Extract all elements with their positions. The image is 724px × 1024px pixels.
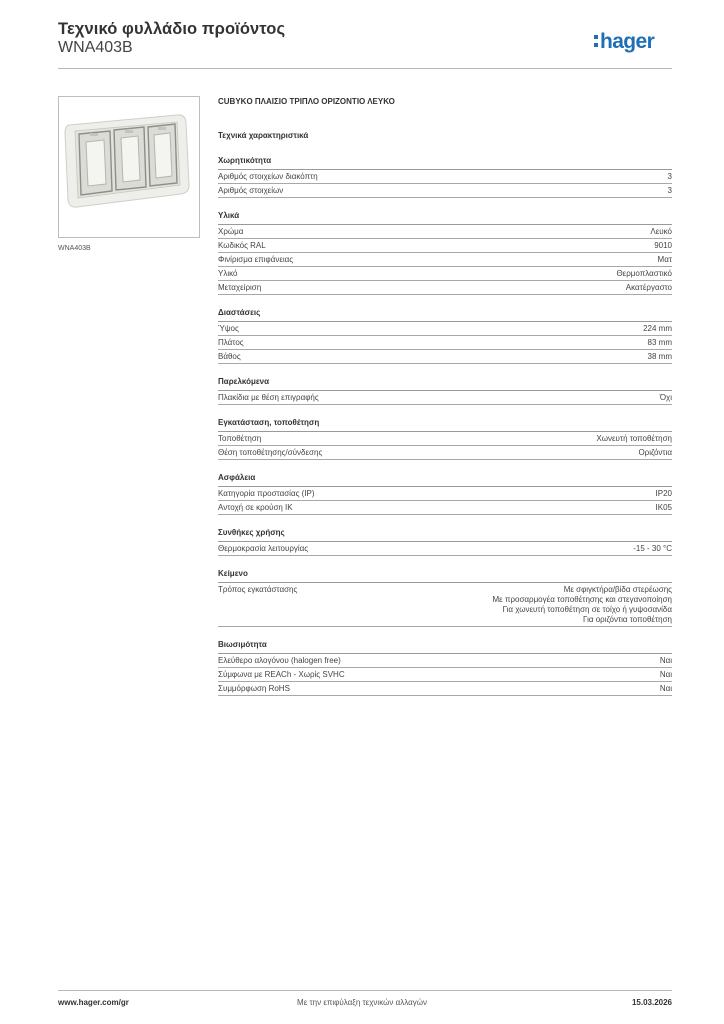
spec-section <box>218 210 672 295</box>
section-title: Εγκατάσταση, τοποθέτηση <box>218 417 672 432</box>
spec-row <box>218 225 672 239</box>
spec-row <box>218 542 672 556</box>
spec-label: Αριθμός στοιχείων διακόπτη <box>218 172 318 181</box>
spec-label: Τρόπος εγκατάστασης <box>218 585 298 594</box>
spec-value-line: Με προσαρμογέα τοποθέτησης και στεγανοποίηση <box>492 595 672 604</box>
spec-label: Αντοχή σε κρούση IK <box>218 503 293 512</box>
section-title: Βιωσιμότητα <box>218 639 672 654</box>
product-image-caption: WNA403B <box>58 245 91 252</box>
spec-row <box>218 391 672 405</box>
spec-value: Χωνευτή τοποθέτηση <box>596 434 672 443</box>
spec-row <box>218 487 672 501</box>
spec-label: Κωδικός RAL <box>218 241 266 250</box>
section-title: Συνθήκες χρήσης <box>218 527 672 542</box>
section-title: Διαστάσεις <box>218 307 672 322</box>
spec-label: Υλικό <box>218 269 238 278</box>
spec-label: Πλακίδια με θέση επιγραφής <box>218 393 319 402</box>
footer-divider <box>58 990 672 991</box>
spec-row <box>218 281 672 295</box>
spec-row <box>218 501 672 515</box>
spec-label: Θέση τοποθέτησης/σύνδεσης <box>218 448 323 457</box>
spec-row <box>218 322 672 336</box>
section-title: Κείμενο <box>218 568 672 583</box>
section-title: Χωρητικότητα <box>218 155 672 170</box>
spec-value: 3 <box>667 172 672 181</box>
spec-label: Χρώμα <box>218 227 244 236</box>
spec-row <box>218 239 672 253</box>
product-code: WNA403B <box>58 39 133 56</box>
spec-value: Ναι <box>659 670 672 679</box>
spec-section <box>218 307 672 364</box>
spec-row <box>218 170 672 184</box>
spec-row <box>218 446 672 460</box>
spec-value: -15 - 30 °C <box>633 544 672 553</box>
spec-row <box>218 267 672 281</box>
spec-value: Ματ <box>657 255 672 264</box>
spec-value: IK05 <box>655 503 672 512</box>
hager-logo <box>594 26 676 56</box>
spec-row <box>218 336 672 350</box>
spec-value: IP20 <box>655 489 672 498</box>
spec-row <box>218 668 672 682</box>
spec-section <box>218 527 672 556</box>
spec-value: 9010 <box>654 241 672 250</box>
spec-value-line: Με σφιγκτήρα/βίδα στερέωσης <box>563 585 672 594</box>
header-divider <box>58 68 672 69</box>
product-name: CUBYKO ΠΛΑΙΣΙΟ ΤΡΙΠΛΟ ΟΡΙΖΟΝΤΙΟ ΛΕΥΚΟ <box>218 97 395 106</box>
spec-row <box>218 583 672 627</box>
section-title: Ασφάλεια <box>218 472 672 487</box>
spec-label: Τοποθέτηση <box>218 434 262 443</box>
spec-value <box>492 585 672 625</box>
spec-row <box>218 682 672 696</box>
spec-value: Λευκό <box>650 227 672 236</box>
spec-value-line: Για χωνευτή τοποθέτηση σε τοίχο ή γυψοσανίδα <box>502 605 672 614</box>
spec-label: Μεταχείριση <box>218 283 262 292</box>
spec-value: 3 <box>667 186 672 195</box>
spec-label: Ύψος <box>218 324 239 333</box>
spec-value: 224 mm <box>643 324 672 333</box>
spec-label: Θερμοκρασία λειτουργίας <box>218 544 309 553</box>
spec-label: Σύμφωνα με REACh - Χωρίς SVHC <box>218 670 345 679</box>
spec-sections <box>218 155 672 696</box>
spec-value: Οριζόντια <box>638 448 672 457</box>
footer-website[interactable]: www.hager.com/gr <box>58 998 129 1007</box>
spec-section <box>218 376 672 405</box>
specifications-panel <box>218 96 672 696</box>
spec-label: Συμμόρφωση RoHS <box>218 684 290 693</box>
spec-label: Ελεύθερο αλογόνου (halogen free) <box>218 656 341 665</box>
spec-label: Κατηγορία προστασίας (IP) <box>218 489 315 498</box>
triple-frame-product-photo <box>59 97 199 237</box>
section-title: Υλικά <box>218 210 672 225</box>
technical-features-heading: Τεχνικά χαρακτηριστικά <box>218 131 309 140</box>
spec-value-line: Για οριζόντια τοποθέτηση <box>583 615 672 624</box>
spec-value: 38 mm <box>647 352 672 361</box>
spec-label: Φινίρισμα επιφάνειας <box>218 255 294 264</box>
spec-value: 83 mm <box>647 338 672 347</box>
spec-label: Αριθμός στοιχείων <box>218 186 284 195</box>
footer-date: 15.03.2026 <box>631 998 672 1007</box>
spec-label: Πλάτος <box>218 338 244 347</box>
product-image <box>58 96 200 238</box>
spec-section <box>218 639 672 696</box>
spec-value: Ναι <box>659 656 672 665</box>
footer-disclaimer: Με την επιφύλαξη τεχνικών αλλαγών <box>297 998 427 1007</box>
spec-value: Θερμοπλαστικό <box>616 269 672 278</box>
spec-value: Ναι <box>659 684 672 693</box>
section-title: Παρελκόμενα <box>218 376 672 391</box>
spec-row <box>218 654 672 668</box>
spec-value: Ακατέργαστο <box>625 283 672 292</box>
logo-text: hager <box>600 30 655 53</box>
document-title: Τεχνικό φυλλάδιο προϊόντος <box>58 20 286 38</box>
spec-row <box>218 184 672 198</box>
spec-label: Βάθος <box>218 352 241 361</box>
spec-value: Όχι <box>659 393 672 402</box>
spec-row <box>218 253 672 267</box>
spec-row <box>218 350 672 364</box>
spec-section <box>218 568 672 627</box>
spec-section <box>218 417 672 460</box>
spec-section <box>218 472 672 515</box>
spec-section <box>218 155 672 198</box>
spec-row <box>218 432 672 446</box>
